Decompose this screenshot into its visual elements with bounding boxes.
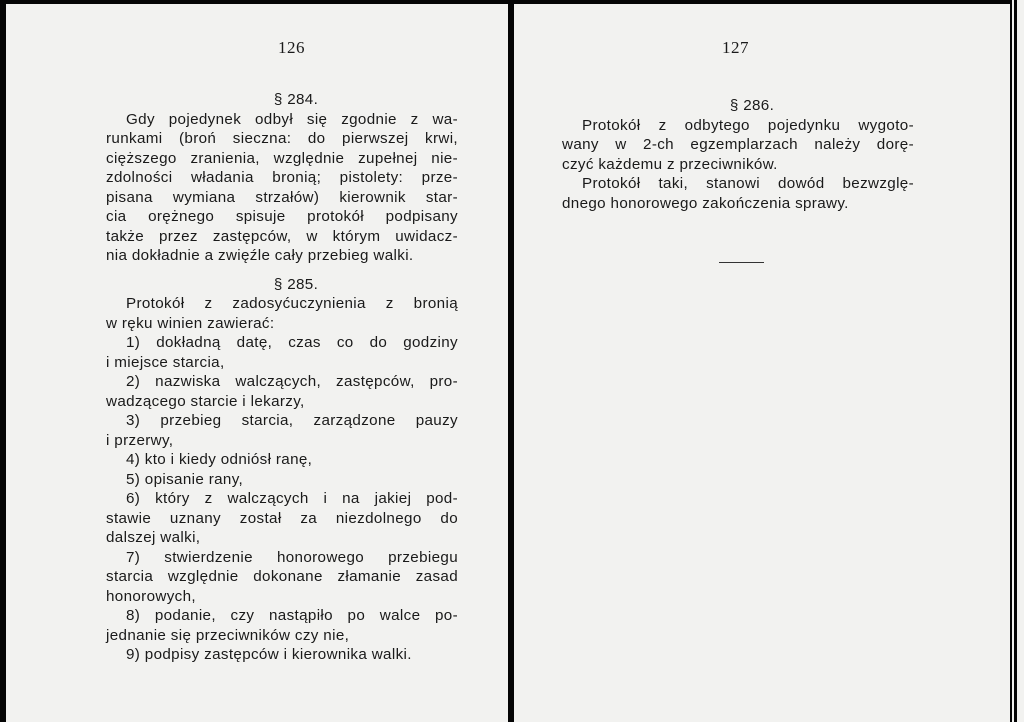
text-line: cięższego zranienia, względnie zupełnej nie-: [106, 149, 458, 167]
text-line: pisana wymiana strzałów) kierownik star-: [106, 188, 458, 206]
page-number-right: 127: [722, 38, 749, 57]
text-line: Protokół z zadosyćuczynienia z bronią: [126, 295, 458, 312]
text-line: dnego honorowego zakończenia sprawy.: [562, 194, 849, 212]
page-edge-shadow: [1014, 0, 1017, 722]
text-line: cia orężnego spisuje protokół podpisany: [106, 208, 458, 225]
text-line: wadzącego starcie i lekarzy,: [106, 392, 305, 410]
text-line: starcia względnie dokonane złamanie zasad: [106, 568, 458, 585]
text-line: jednanie się przeciwników czy nie,: [106, 626, 350, 644]
list-item-line: 9) podpisy zastępców i kierownika walki.: [126, 646, 412, 663]
text-line: i przerwy,: [106, 431, 174, 449]
text-line: i miejsce starcia,: [106, 353, 225, 371]
left-page-text: [106, 90, 458, 665]
list-item-line: 8) podanie, czy nastąpiło po walce po-: [126, 607, 458, 624]
text-line: wany w 2-ch egzemplarzach należy dorę-: [562, 136, 914, 153]
left-page: [6, 4, 508, 722]
text-line: Protokół taki, stanowi dowód bezwzglę-: [582, 175, 914, 192]
text-line: Protokół z odbytego pojedynku wygoto-: [582, 116, 914, 134]
text-line: honorowych,: [106, 587, 196, 605]
end-rule-divider: [719, 262, 764, 263]
text-line: w ręku winien zawierać:: [106, 314, 275, 332]
text-line: dalszej walki,: [106, 529, 201, 546]
list-item-line: 2) nazwiska walczących, zastępców, pro-: [126, 373, 458, 390]
page-number-left: 126: [278, 38, 305, 57]
text-line: także przez zastępców, w którym uwidacz-: [106, 227, 458, 245]
list-item-line: 3) przebieg starcia, zarządzone pauzy: [126, 412, 458, 429]
list-item-line: 1) dokładną datę, czas co do godziny: [126, 334, 458, 351]
right-page-text: [562, 96, 914, 213]
text-line: czyć każdemu z przeciwników.: [562, 155, 778, 173]
list-item-line: 7) stwierdzenie honorowego przebiegu: [126, 548, 458, 566]
text-line: stawie uznany został za niezdolnego do: [106, 509, 458, 527]
section-heading-285: § 285.: [273, 275, 319, 293]
text-line: nia dokładnie a zwięźle cały przebieg walki.: [106, 247, 414, 264]
list-item-line: 6) który z walczących i na jakiej pod-: [126, 490, 458, 507]
list-item-line: 5) opisanie rany,: [126, 470, 244, 488]
right-page: [514, 4, 1010, 722]
section-heading-286: § 286.: [729, 97, 775, 114]
section-heading-284: § 284.: [273, 91, 319, 108]
text-line: Gdy pojedynek odbył się zgodnie z wa-: [126, 110, 458, 128]
list-item-line: 4) kto i kiedy odniósł ranę,: [126, 451, 313, 468]
text-line: runkami (broń sieczna: do pierwszej krwi,: [106, 130, 458, 147]
text-line: zdolności władania bronią; pistolety: prze-: [106, 169, 458, 186]
